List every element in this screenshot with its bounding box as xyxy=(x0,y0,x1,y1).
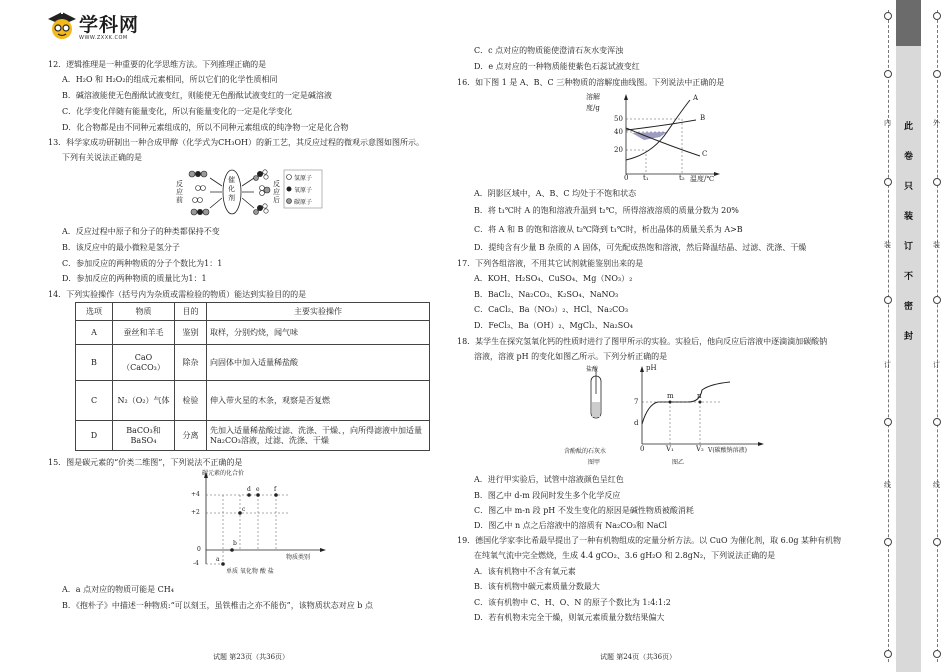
point-label: b xyxy=(233,540,237,547)
q15-xlabel: 物质类别 xyxy=(286,554,311,561)
tick-label: t₁ xyxy=(643,174,649,182)
binding-hole xyxy=(884,12,892,20)
logo-title: 学科网 xyxy=(79,14,140,36)
inner-label: 内 xyxy=(884,119,891,127)
footer-right: 试题 第24页（共36页） xyxy=(600,653,677,661)
curve-label: C xyxy=(702,150,708,158)
q18-tube-label: 含酚酞的石灰水 xyxy=(564,448,607,455)
q18-stem-cont: 溶液，溶液 pH 的变化如图乙所示。下列分析正确的是 xyxy=(474,352,668,361)
point-label: m xyxy=(667,392,674,400)
q16-figure xyxy=(572,90,722,182)
binding-hole xyxy=(933,70,941,78)
q15-option-b: B．《抱朴子》中描述一种物质:“可以刻玉，虽铁椎击之亦不能伤”，该物质状态对应 b 点 xyxy=(62,601,373,610)
curve-label: A xyxy=(693,94,699,102)
q19-stem-cont: 在纯氧气流中完全燃烧，生成 4.4 gCO₂、3.6 gH₂O 和 2.8gN₂，下列说法正确的是 xyxy=(474,551,776,560)
point-label: e xyxy=(256,486,260,493)
logo-icon xyxy=(47,10,77,42)
q14-table xyxy=(75,302,430,451)
table-row: C N₂（O₂）气体 检验 伸入带火星的木条，观察是否复燃 xyxy=(76,381,430,421)
q13-option-b: B．该反应中的最小微粒是氢分子 xyxy=(62,243,180,252)
tick-label: t₂ xyxy=(679,174,685,182)
q15-categories: 单质 氧化物 酸 盐 xyxy=(226,568,274,575)
tick-label: V₂ xyxy=(696,445,704,453)
q13-option-a: A．反应过程中原子和分子的种类都保持不变 xyxy=(62,227,220,236)
q19-option-a: A．该有机物中不含有氧元素 xyxy=(474,567,576,576)
tick-label: 7 xyxy=(634,398,639,406)
q16-stem: 16．如下图 1 是 A、B、C 三种物质的溶解度曲线图。下列说法中正确的是 xyxy=(457,78,725,87)
table-header: 主要实验操作 xyxy=(207,303,430,321)
binding-line-inner xyxy=(888,10,889,662)
q17-stem: 17．下列各组溶液，不用其它试剂就能鉴别出来的是 xyxy=(457,259,644,268)
q17-option-c: C．CaCl₂、Ba（NO₃）₂、HCl、Na₂CO₃ xyxy=(474,305,629,314)
binding-warning: 此 卷 只 装 订 不 密 封 xyxy=(903,122,913,342)
q13-figure xyxy=(170,164,330,220)
q12-option-c: C．化学变化伴随有能量变化，所以有能量变化的一定是化学变化 xyxy=(62,107,293,116)
table-header: 选项 xyxy=(76,303,113,321)
q18-option-b: B．图乙中 d-m 段间时发生多个化学反应 xyxy=(474,491,621,500)
q18-xlabel: V(碳酸钠溶液) xyxy=(708,447,748,454)
curve-label: B xyxy=(700,114,706,122)
q16-option-a: A．阴影区域中，A、B、C 均处于不饱和状态 xyxy=(474,189,637,198)
q16-option-b: B．将 t₁℃时 A 的饱和溶液升温到 t₂℃，所得溶液溶质的质量分数为 20% xyxy=(474,206,739,215)
q18-acid-label: 盐酸 xyxy=(586,366,599,373)
q15-option-d: D．e 点对应的一种物质能使紫色石蕊试液变红 xyxy=(474,62,640,71)
after-molecules xyxy=(254,170,271,215)
tick-label: 40 xyxy=(614,128,623,136)
binding-hole xyxy=(933,12,941,20)
q13-option-c: C．参加反应的两种物质的分子个数比为1：1 xyxy=(62,259,223,268)
q13-stem: 13．科学家成功研制出一种合成甲醇（化学式为CH₃OH）的新工艺，其反应过程的微观示意图如图所示。 xyxy=(48,138,425,147)
point-label: c xyxy=(242,506,246,513)
tick-label: V₁ xyxy=(666,445,674,453)
q15-option-a: A．a 点对应的物质可能是 CH₄ xyxy=(62,585,174,594)
q16-option-d: D．提纯含有少量 B 杂质的 A 固体，可先配成热饱和溶液，然后降温结晶、过滤、洗涤、干燥 xyxy=(474,243,807,252)
q13-catalyst-label: 催化剂 xyxy=(228,176,235,202)
legend-hydrogen: 氢原子 xyxy=(294,175,313,182)
binding-hole xyxy=(933,178,941,186)
q12-option-b: B．碱溶液能使无色酚酞试液变红，则能使无色酚酞试液变红的一定是碱溶液 xyxy=(62,91,332,100)
point-label: d xyxy=(247,486,251,493)
table-row: B CaO（CaCO₃） 除杂 向固体中加入适量稀盐酸 xyxy=(76,345,430,381)
q15-ylabel: 碳元素的化合价 xyxy=(202,470,245,477)
inner-mark: 订 xyxy=(884,361,891,369)
binding-hole xyxy=(933,296,941,304)
logo-url: WWW.ZXXK.COM xyxy=(79,35,128,41)
q16-ylabel: 溶解 xyxy=(586,93,600,101)
tick-label: 20 xyxy=(614,146,623,154)
q12-stem: 12．逻辑推理是一种重要的化学思维方法。下列推理正确的是 xyxy=(48,60,267,69)
tick-label: 0 xyxy=(624,174,629,182)
curve-a xyxy=(626,100,690,160)
q18-ylabel: pH xyxy=(646,364,657,372)
binding-hole xyxy=(884,296,892,304)
inner-mark: 线 xyxy=(884,481,891,489)
binding-hole xyxy=(884,418,892,426)
footer-left: 试题 第23页（共36页） xyxy=(213,653,290,661)
q12-option-a: A．H₂O 和 H₂O₂的组成元素相同，所以它们的化学性质相同 xyxy=(62,75,278,84)
tick-label: 0 xyxy=(197,546,201,553)
q18-stem: 18．某学生在探究氢氧化钙的性质时进行了图甲所示的实验。实验后，他向反应后溶液中逐滴滴加碳酸钠 xyxy=(457,337,828,346)
binding-hole xyxy=(933,538,941,546)
q17-option-a: A．KOH、H₂SO₄、CuSO₄、Mg（NO₃）₂ xyxy=(474,274,633,283)
legend-carbon: 碳原子 xyxy=(294,199,313,206)
q16-ylabel-unit: 度/g xyxy=(586,104,600,112)
table-header: 目的 xyxy=(175,303,207,321)
q13-after-label: 反应后 xyxy=(273,180,280,204)
point-label: f xyxy=(274,486,277,493)
q18-option-d: D．图乙中 n 点之后溶液中的溶质有 Na₂CO₃和 NaCl xyxy=(474,521,668,530)
before-molecules xyxy=(189,171,209,215)
q18-option-a: A．进行甲实验后，试管中溶液颜色呈红色 xyxy=(474,475,624,484)
point-label: a xyxy=(216,556,220,563)
q19-option-b: B．该有机物中碳元素质量分数最大 xyxy=(474,582,600,591)
q19-option-d: D．若有机物未完全干燥，则氧元素质量分数结果偏大 xyxy=(474,613,665,622)
q18-fig-b: 图乙 xyxy=(672,459,685,466)
q15-option-c: C．c 点对应的物质能使澄清石灰水变浑浊 xyxy=(474,46,624,55)
tick-label: -4 xyxy=(193,560,199,567)
outer-label: 外 xyxy=(933,119,940,127)
curve-b xyxy=(626,120,696,130)
table-row: D BaCO₃和BaSO₄ 分离 先加入适量稀盐酸过滤、洗涤、干燥、，向所得滤液中加适量Na₂CO₃溶液，过滤、洗涤、干燥 xyxy=(76,421,430,451)
q13-before-label: 反应前 xyxy=(176,180,183,204)
tick-label: 50 xyxy=(614,115,623,123)
q17-option-d: D．FeCl₃、Ba（OH）₂、MgCl₂、Na₂SO₄ xyxy=(474,321,633,330)
q17-option-b: B．BaCl₂、Na₂CO₃、K₂SO₄、NaNO₃ xyxy=(474,290,619,299)
tick-label: +4 xyxy=(191,491,200,498)
q16-option-c: C．将 A 和 B 的饱和溶液从 t₂℃降到 t₁℃时，析出晶体的质量关系为 A>B xyxy=(474,225,743,234)
q18-figure xyxy=(560,364,765,468)
q13-option-d: D．参加反应的两种物质的质量比为1：1 xyxy=(62,274,207,283)
logo xyxy=(47,10,157,42)
point-label: n xyxy=(697,392,702,400)
q13-stem-cont: 下列有关说法正确的是 xyxy=(62,153,142,162)
q15-stem: 15．图是碳元素的“价类二维图”，下列说法不正确的是 xyxy=(48,458,243,467)
q15-figure xyxy=(188,468,328,576)
binding-hole xyxy=(884,178,892,186)
binding-hole xyxy=(884,650,892,658)
binding-hole xyxy=(933,650,941,658)
q19-stem: 19．德国化学家李比希最早提出了一种有机物组成的定量分析方法。以 CuO 为催化剂，取 6.0g 某种有机物 xyxy=(457,536,842,545)
binding-hole xyxy=(884,70,892,78)
inner-mark: 装 xyxy=(884,241,891,249)
tick-label: +2 xyxy=(191,509,200,516)
q14-stem: 14．下列实验操作（括号内为杂质或需检验的物质）能达到实验目的的是 xyxy=(48,290,307,299)
point-label: d xyxy=(634,419,639,427)
q18-fig-a: 图甲 xyxy=(588,459,601,466)
tick-label: 0 xyxy=(640,445,645,453)
outer-mark: 订 xyxy=(933,361,940,369)
binding-hole xyxy=(884,538,892,546)
q19-option-c: C．该有机物中 C、H、O、N 的原子个数比为 1:4:1:2 xyxy=(474,598,671,607)
outer-mark: 线 xyxy=(933,481,940,489)
q16-xlabel: 温度/℃ xyxy=(690,175,715,183)
table-row: A 蚕丝和羊毛 鉴别 取样，分别灼烧，闻气味 xyxy=(76,321,430,345)
table-header: 物质 xyxy=(113,303,175,321)
q18-option-c: C．图乙中 m-n 段 pH 不发生变化的原因是碱性物质被酸消耗 xyxy=(474,506,694,515)
legend-oxygen: 氧原子 xyxy=(294,187,313,194)
outer-mark: 装 xyxy=(933,241,940,249)
binding-line-outer xyxy=(937,10,938,662)
q12-option-d: D．化合物都是由不同种元素组成的，所以不同种元素组成的纯净物一定是化合物 xyxy=(62,123,349,132)
binding-hole xyxy=(933,418,941,426)
